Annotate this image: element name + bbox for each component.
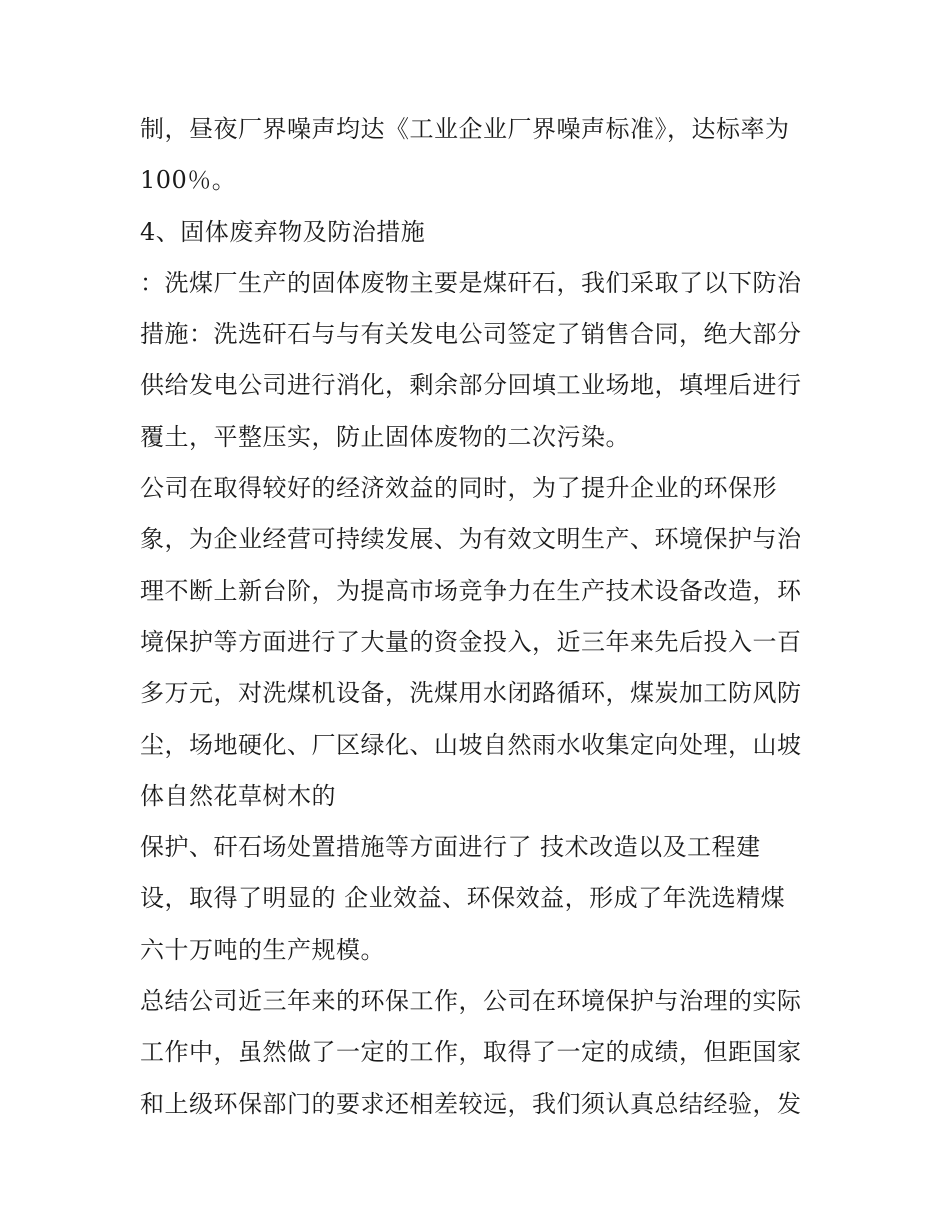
text-line: 体自然花草树木的 (140, 781, 336, 810)
text-line: 象，为企业经营可持续发展、为有效文明生产、环境保护与治 (140, 525, 802, 554)
text-line: 保护、矸石场处置措施等方面进行了 技术改造以及工程建 (140, 833, 761, 862)
text-line: 多万元，对洗煤机设备，洗煤用水闭路循环，煤炭加工防风防 (140, 679, 802, 708)
text-line: 工作中，虽然做了一定的工作，取得了一定的成绩，但距国家 (140, 1038, 802, 1067)
section-heading: 4、固体废弃物及防治措施 (140, 217, 426, 246)
text-line: 设，取得了明显的 企业效益、环保效益，形成了年洗选精煤 (140, 884, 786, 913)
text-line: 100％。 (140, 166, 237, 195)
text-line: 制，昼夜厂界噪声均达《工业企业厂界噪声标准》，达标率为 (140, 115, 790, 143)
body-text (140, 104, 840, 1130)
text-line: 理不断上新台阶，为提高市场竞争力在生产技术设备改造，环 (140, 576, 802, 605)
text-line: 总结公司近三年来的环保工作，公司在环境保护与治理的实际 (140, 987, 802, 1016)
text-line: 六十万吨的生产规模。 (140, 935, 385, 964)
text-line: 和上级环保部门的要求还相差较远，我们须认真总结经验，发 (140, 1089, 802, 1118)
text-line: 措施：洗选矸石与与有关发电公司签定了销售合同，绝大部分 (140, 320, 802, 349)
text-line: 覆土，平整压实，防止固体废物的二次污染。 (140, 422, 630, 451)
text-line: 境保护等方面进行了大量的资金投入，近三年来先后投入一百 (140, 627, 802, 656)
text-line: 公司在取得较好的经济效益的同时，为了提升企业的环保形 (140, 474, 777, 503)
text-line: 供给发电公司进行消化，剩余部分回填工业场地，填埋后进行 (140, 371, 802, 400)
text-line: ：洗煤厂生产的固体废物主要是煤矸石，我们采取了以下防治 (140, 268, 802, 297)
text-line: 尘，场地硬化、厂区绿化、山坡自然雨水收集定向处理，山坡 (140, 730, 802, 759)
